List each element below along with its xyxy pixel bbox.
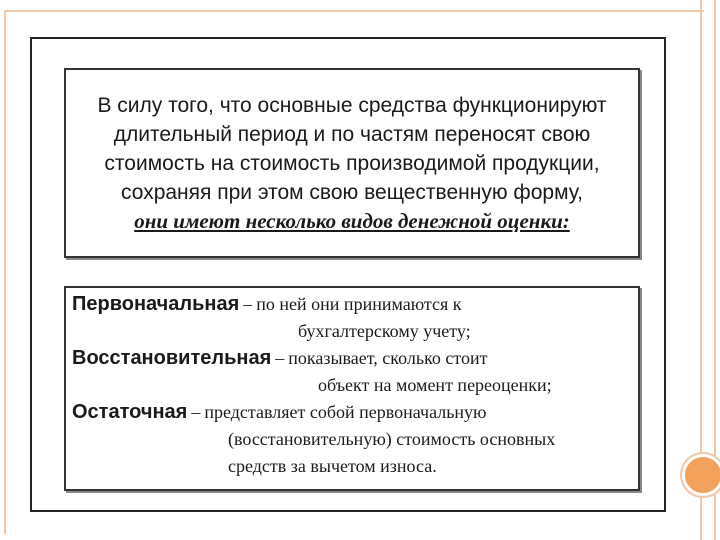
intro-emphasis: они имеют несколько видов денежной оценки: xyxy=(134,208,570,233)
valuation-description: представляет собой первоначальную xyxy=(204,402,487,422)
valuation-type-replacement xyxy=(72,345,632,399)
term-dash: – xyxy=(275,348,285,368)
term-dash: – xyxy=(243,294,253,314)
valuation-term: Остаточная xyxy=(72,401,188,423)
valuation-description: показывает, сколько стоит xyxy=(288,348,488,368)
valuation-type-residual xyxy=(72,399,632,480)
valuation-description: объект на момент переоценки; xyxy=(318,375,552,395)
valuation-types-box xyxy=(64,286,640,491)
intro-text-box xyxy=(64,68,640,258)
valuation-description: по ней они принимаются к xyxy=(256,294,462,314)
valuation-description: средств за вычетом износа. xyxy=(228,456,437,476)
valuation-description: (восстановительную) стоимость основных xyxy=(228,429,556,449)
intro-line: В силу того, что основные средства функционируют xyxy=(97,93,607,117)
valuation-term: Восстановительная xyxy=(72,347,272,369)
intro-line: длительный период и по частям переносят свою xyxy=(113,122,591,146)
valuation-description: бухгалтерскому учету; xyxy=(298,321,471,341)
valuation-type-initial xyxy=(72,291,632,345)
intro-line: сохраняя при этом свою вещественную форму, xyxy=(121,180,583,204)
accent-circle xyxy=(682,454,720,496)
valuation-term: Первоначальная xyxy=(72,293,240,315)
term-dash: – xyxy=(191,402,201,422)
intro-line: стоимость на стоимость производимой продукции, xyxy=(104,151,600,175)
